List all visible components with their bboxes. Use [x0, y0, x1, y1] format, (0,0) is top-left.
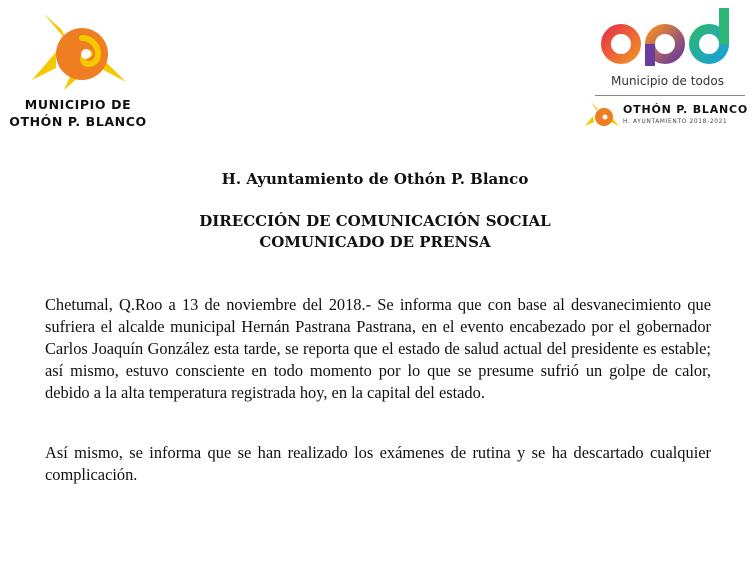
opb-subtitle: OTHÓN P. BLANCO	[623, 103, 749, 116]
opb-sub-emblem-icon	[585, 102, 619, 130]
municipio-logo-line1: MUNICIPIO DE	[24, 97, 132, 112]
opb-logo	[585, 4, 750, 128]
logo-divider	[595, 95, 745, 96]
ayuntamiento-heading: H. Ayuntamiento de Othón P. Blanco	[221, 170, 529, 188]
body-paragraph-2: Así mismo, se informa que se han realizado los exámenes de rutina y se ha descartado cualquier complicación.	[45, 443, 711, 484]
municipio-emblem-icon	[26, 10, 130, 92]
opb-tagline: Municipio de todos	[610, 74, 724, 88]
comunicado-heading: COMUNICADO DE PRENSA	[259, 233, 491, 251]
opb-wordmark-icon	[599, 4, 735, 66]
body-paragraph-1: Chetumal, Q.Roo a 13 de noviembre del 2018.- Se informa que con base al desvanecimiento que sufriera el alcalde municipal Hernán Pastrana Pastrana, en el evento encabezado por el gobernador Carlos Joaquín González esta tarde, se reporta que el estado de salud actual del presidente es estable; así mismo, estuvo consciente en todo momento por lo que se presume sufrió un golpe de calor, debido a la alta temperatura registrada hoy, en la capital del estado.	[45, 295, 711, 402]
municipio-logo-text	[0, 96, 156, 130]
municipio-logo	[0, 10, 160, 130]
municipio-logo-line2: OTHÓN P. BLANCO	[9, 114, 147, 129]
direccion-heading: DIRECCIÓN DE COMUNICACIÓN SOCIAL	[199, 212, 551, 230]
opb-subline: H. AYUNTAMIENTO 2018-2021	[623, 119, 728, 125]
